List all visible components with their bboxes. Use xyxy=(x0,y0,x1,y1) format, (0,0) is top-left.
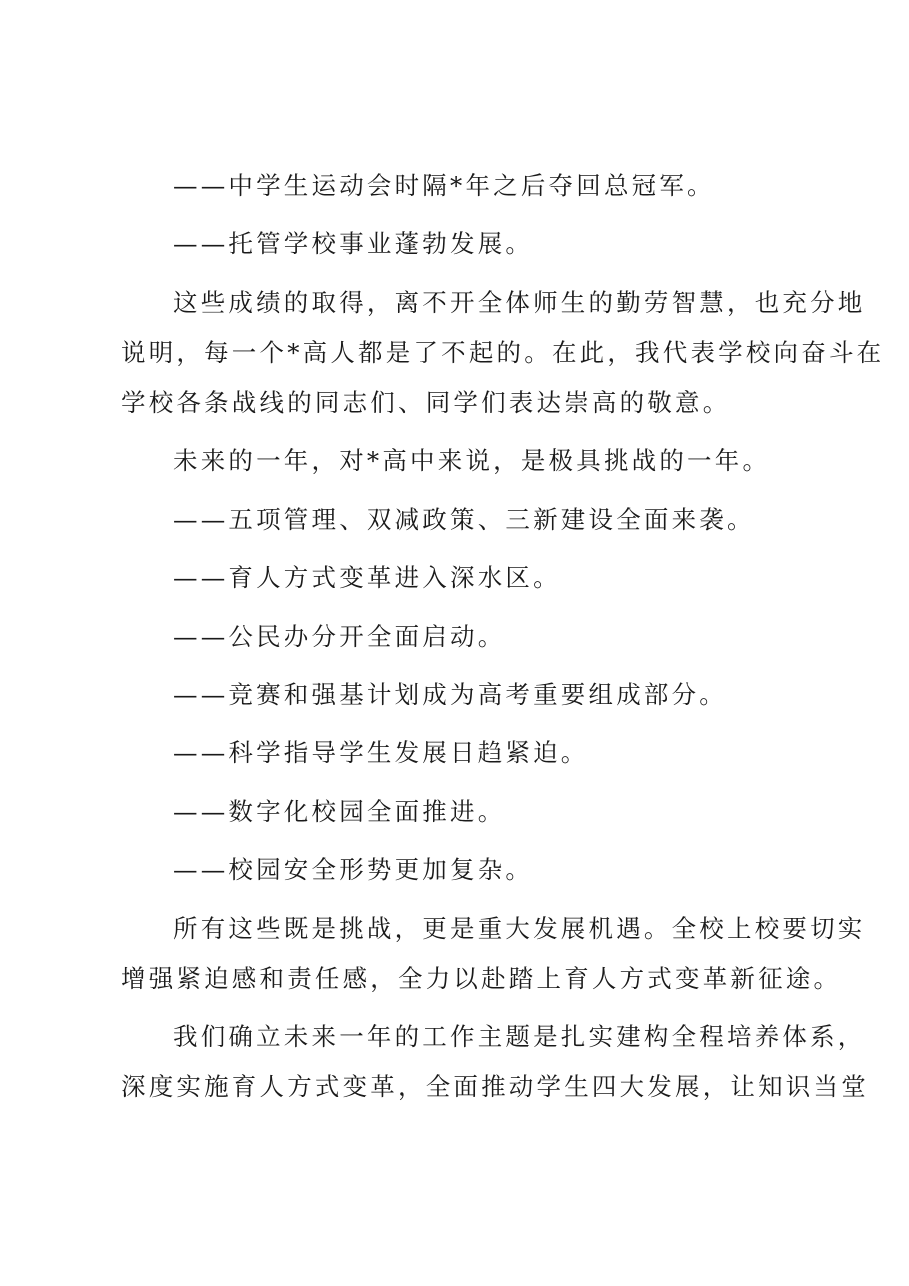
paragraph-line: ——五项管理、双减政策、三新建设全面来袭。 xyxy=(173,505,755,534)
paragraph-line: ——竞赛和强基计划成为高考重要组成部分。 xyxy=(173,680,727,709)
paragraph-line: 学校各条战线的同志们、同学们表达崇高的敬意。 xyxy=(121,388,731,417)
paragraph-line: 增强紧迫感和责任感，全力以赴踏上育人方式变革新征途。 xyxy=(121,964,842,993)
paragraph-line: ——中学生运动会时隔*年之后夺回总冠军。 xyxy=(173,171,715,200)
paragraph-line: ——公民办分开全面启动。 xyxy=(173,622,506,651)
paragraph-line: ——数字化校园全面推进。 xyxy=(173,797,506,826)
paragraph-line: 所有这些既是挑战，更是重大发展机遇。全校上校要切实 xyxy=(173,914,866,943)
paragraph-line: 我们确立未来一年的工作主题是扎实建构全程培养体系， xyxy=(173,1022,866,1051)
paragraph-line: ——育人方式变革进入深水区。 xyxy=(173,563,561,592)
paragraph-line: ——科学指导学生发展日趋紧迫。 xyxy=(173,738,589,767)
paragraph-line: ——托管学校事业蓬勃发展。 xyxy=(173,229,534,258)
paragraph-line: ——校园安全形势更加复杂。 xyxy=(173,855,534,884)
paragraph-line: 未来的一年，对*高中来说，是极具挑战的一年。 xyxy=(173,446,771,475)
paragraph-line: 说明，每一个*高人都是了不起的。在此，我代表学校向奋斗在 xyxy=(121,338,885,367)
paragraph-line: 深度实施育人方式变革，全面推动学生四大发展，让知识当堂 xyxy=(121,1072,869,1101)
paragraph-line: 这些成绩的取得，离不开全体师生的勤劳智慧，也充分地 xyxy=(173,288,866,317)
